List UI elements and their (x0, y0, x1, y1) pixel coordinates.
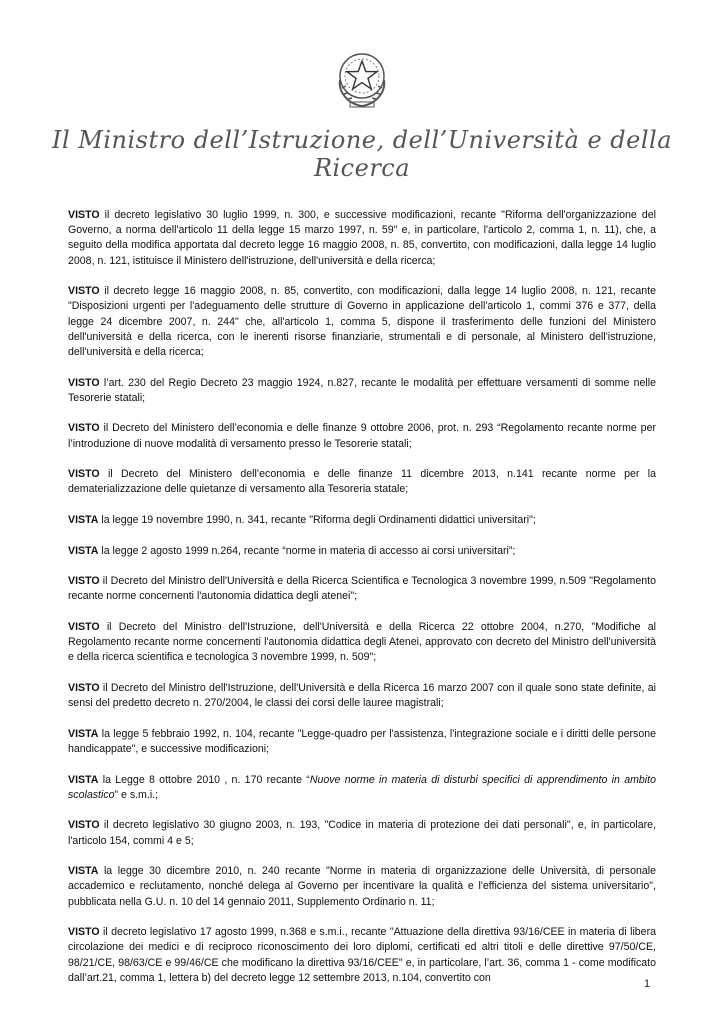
paragraph-text: il decreto legislativo 30 giugno 2003, n. 193, "Codice in materia di protezione dei dati personali", e, in particolare, l'articolo 154, commi 4 e 5; (68, 819, 656, 847)
paragraph-keyword: VISTA (68, 514, 99, 526)
paragraph-text: la legge 19 novembre 1990, n. 341, recante "Riforma degli Ordinamenti didattici universitari"; (98, 514, 536, 526)
paragraph-keyword: VISTO (68, 422, 100, 435)
paragraph-text: la legge 5 febbraio 1992, n. 104, recante "Legge-quadro per l'assistenza, l'integrazione sociale e i diritti delle persone handicappate", e successive modificazioni; (68, 727, 656, 755)
paragraph-2 (68, 284, 656, 360)
page-number: 1 (644, 978, 651, 990)
paragraph-8 (68, 574, 656, 604)
paragraph-keyword: VISTO (68, 620, 100, 633)
paragraph-text: il Decreto del Ministro dell'Istruzione, dell'Università e della Ricerca 16 marzo 2007 con il quale sono state definite, ai sensi del predetto decreto n. 270/2004, le classi dei corsi delle lauree magistrali; (68, 681, 656, 710)
paragraph-text: il Decreto del Ministro dell'Istruzione, dell'Università e della Ricerca 22 ottobre 2004, n.270, "Modifiche al Regolamento recante norme concernenti l'autonomia didattica degli Atenei, approvato con decreto del Ministro dell'università e della ricerca scientifica e tecnologica 3 novembre 1999, n. 509"; (68, 620, 656, 664)
paragraph-keyword: VISTA (68, 773, 99, 786)
paragraph-text: la legge 2 agosto 1999 n.264, recante “norme in materia di accesso ai corsi universitari”; (98, 544, 516, 557)
paragraph-keyword: VISTO (68, 285, 100, 298)
paragraph-italic-text: Nuove norme in materia di disturbi specifici di apprendimento in ambito scolastico (68, 773, 656, 801)
paragraph-14 (68, 864, 656, 910)
ministry-title: Il Ministro dell’Istruzione, dell’Università e della Ricerca (51, 126, 673, 182)
document-body (68, 208, 656, 1001)
paragraph-text: il decreto legislativo 30 luglio 1999, n. 300, e successive modificazioni, recante "Riforma dell'organizzazione del Governo, a norma dell'articolo 11 della legge 15 marzo 1997, n. 59" e, in particolare, l'articolo 2, comma 1, n. 11), che, a seguito della modifica apportata dal decreto legge 16 maggio 2008, n. 85, convertito, con modificazioni, dalla legge 14 luglio 2008, n. 121, istituisce il Ministero dell'istruzione, dell'università e della ricerca; (68, 209, 656, 267)
paragraph-6 (68, 513, 656, 528)
paragraph-15 (68, 925, 656, 986)
paragraph-keyword: VISTO (68, 376, 100, 389)
paragraph-text: il Decreto del Ministero dell’economia e delle finanze 11 dicembre 2013, n.141 recante norme per la dematerializzazione delle quietanze di versamento alla Tesoreria statale; (68, 468, 656, 496)
paragraph-text: il Decreto del Ministro dell'Università e della Ricerca Scientifica e Tecnologica 3 novembre 1999, n.509 "Regolamento recante norme concernenti l'autonomia didattica degli atenei"; (68, 575, 656, 603)
paragraph-7 (68, 544, 656, 559)
paragraph-text: il decreto legge 16 maggio 2008, n. 85, convertito, con modificazioni, dalla legge 14 luglio 2008, n. 121, recante "Disposizioni urgenti per l'adeguamento delle strutture di Governo in applicazione dell'articolo 1, commi 376 e 377, della legge 24 dicembre 2007, n. 244" che, all'articolo 1, comma 5, dispone il trasferimento delle funzioni del Ministero dell'università e della ricerca, con le inerenti risorse finanziarie, strumentali e di personale, al Ministero dell'istruzione, dell'università e della ricerca; (68, 285, 656, 359)
paragraph-text: la Legge 8 ottobre 2010 , n. 170 recante “ (98, 773, 310, 786)
paragraph-keyword: VISTO (68, 681, 100, 694)
italian-republic-emblem-icon (328, 44, 396, 112)
paragraph-13 (68, 818, 656, 848)
paragraph-11 (68, 727, 656, 757)
paragraph-1 (68, 208, 656, 269)
paragraph-keyword: VISTO (68, 468, 100, 481)
paragraph-text: il decreto legislativo 17 agosto 1999, n.368 e s.m.i., recante "Attuazione della direttiva 93/16/CEE in materia di libera circolazione dei medici e di reciproco riconoscimento dei loro diplomi, certificati ed altri titoli e delle direttive 97/50/CE, 98/21/CE, 98/63/CE e 99/46/CE che modificano la direttiva 93/16/CEE" e, in particolare, l’art. 36, comma 1 - come modificato dall’art.21, comma 1, lettera b) del decreto legge 12 settembre 2013, n.104, convertito con (68, 926, 656, 984)
paragraph-keyword: VISTO (68, 926, 100, 939)
paragraph-5 (68, 467, 656, 497)
paragraph-12 (68, 773, 656, 803)
paragraph-keyword: VISTO (68, 819, 100, 832)
paragraph-10 (68, 681, 656, 711)
paragraph-text: la legge 30 dicembre 2010, n. 240 recante "Norme in materia di organizzazione delle Università, di personale accademico e reclutamento, nonché delega al Governo per incentivare la qualità e l'efficienza del sistema universitario", pubblicata nella G.U. n. 10 del 14 gennaio 2011, Supplemento Ordinario n. 11; (68, 865, 656, 908)
paragraph-9 (68, 620, 656, 666)
paragraph-keyword: VISTA (68, 727, 99, 740)
paragraph-tail-text: ” e s.m.i.; (114, 788, 159, 801)
paragraph-keyword: VISTA (68, 865, 99, 878)
paragraph-text: il Decreto del Ministero dell’economia e delle finanze 9 ottobre 2006, prot. n. 293 “Regolamento recante norme per l’introduzione di nuove modalità di versamento presso le Tesorerie statali; (68, 422, 656, 450)
paragraph-4 (68, 421, 656, 451)
paragraph-3 (68, 376, 656, 406)
paragraph-keyword: VISTO (68, 209, 100, 221)
paragraph-text: l’art. 230 del Regio Decreto 23 maggio 1924, n.827, recante le modalità per effettuare versamenti di somme nelle Tesorerie statali; (68, 376, 656, 404)
paragraph-keyword: VISTA (68, 544, 99, 557)
paragraph-keyword: VISTO (68, 575, 100, 588)
